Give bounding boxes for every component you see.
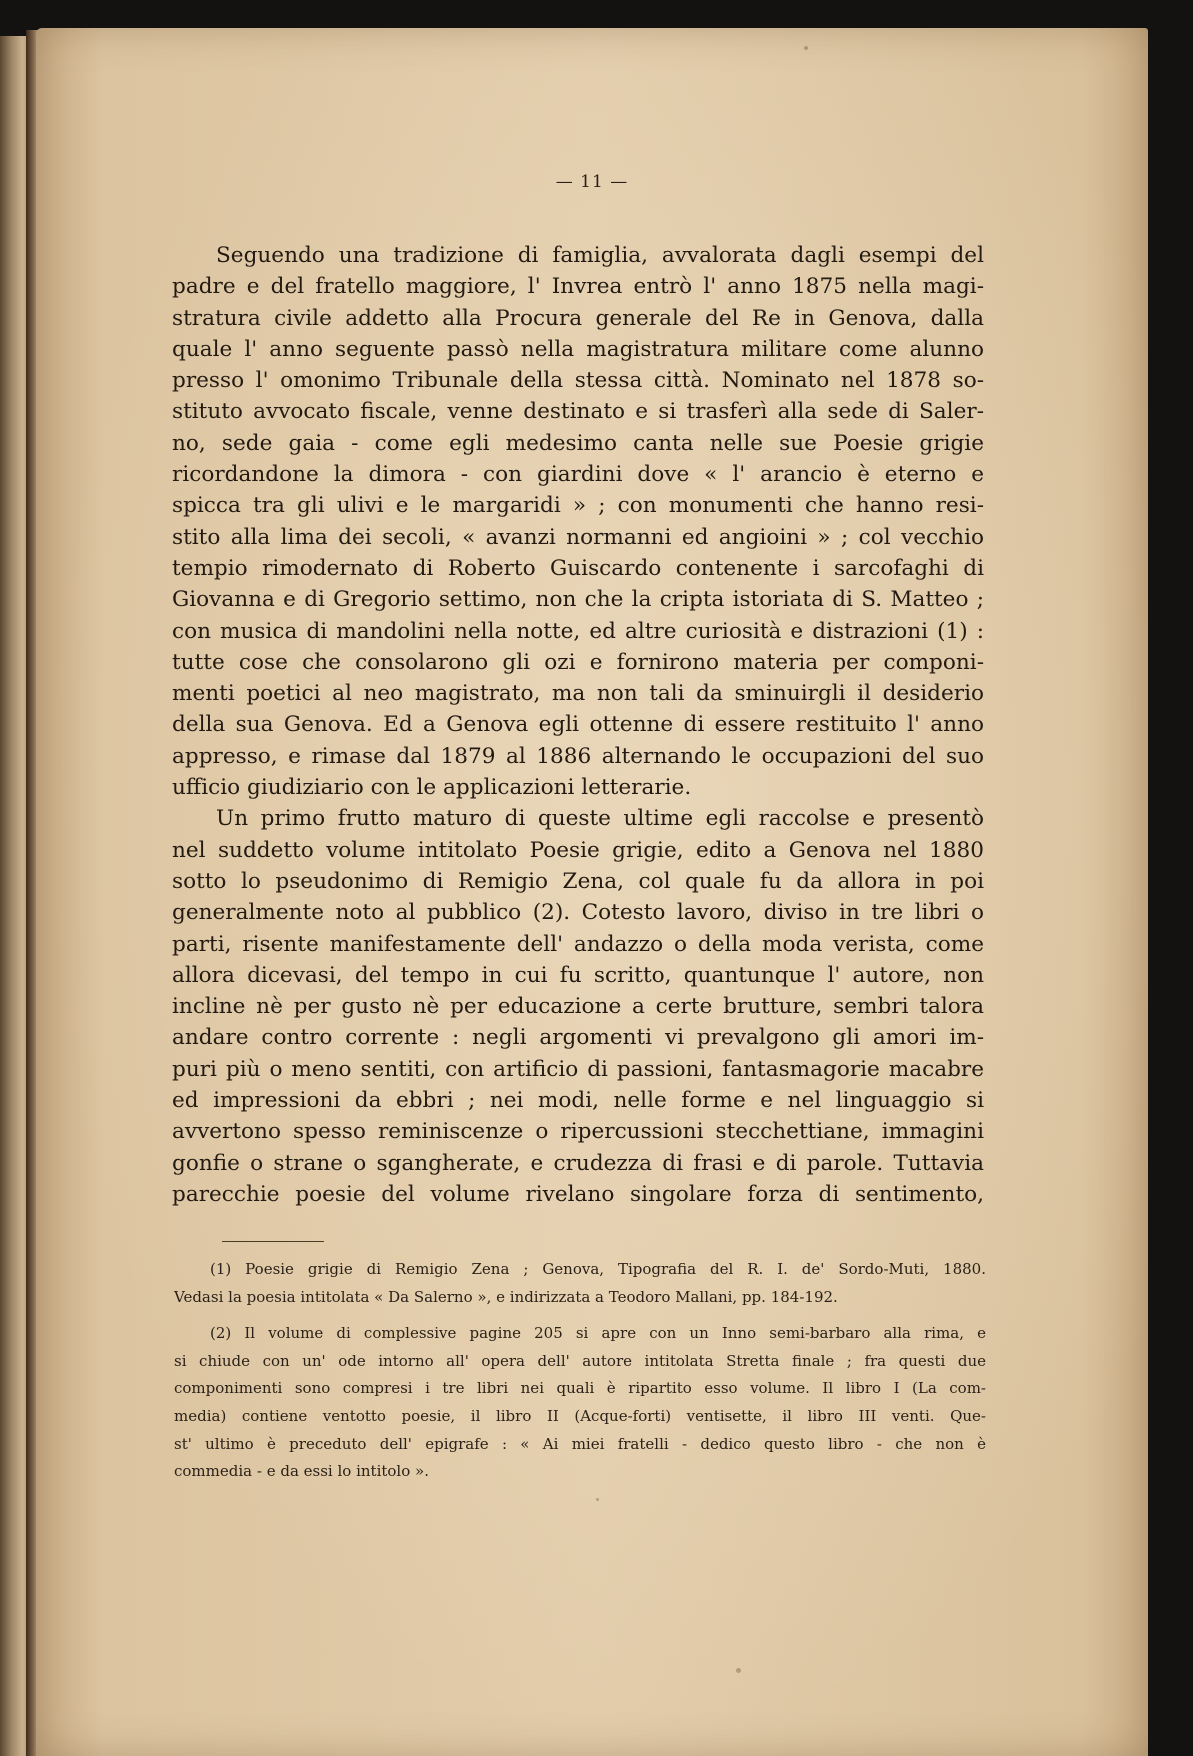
footnote-line: si chiude con un' ode intorno all' opera dell' autore intitolata Stretta finale ; fra questi due <box>174 1351 986 1370</box>
text-line: stito alla lima dei secoli, « avanzi normanni ed angioini » ; col vecchio <box>172 524 984 550</box>
footnote-line: media) contiene ventotto poesie, il libro II (Acque-forti) ventisette, il libro III venti. Que- <box>174 1406 986 1425</box>
text-line: allora dicevasi, del tempo in cui fu scritto, quantunque l' autore, non <box>172 962 984 988</box>
text-line: stratura civile addetto alla Procura generale del Re in Genova, dalla <box>172 305 984 331</box>
footnote-line: (2) Il volume di complessive pagine 205 si apre con un Inno semi-barbaro alla rima, e <box>210 1324 986 1343</box>
text-line: parti, risente manifestamente dell' andazzo o della moda verista, come <box>172 931 984 957</box>
text-line: con musica di mandolini nella notte, ed altre curiosità e distrazioni (1) : <box>172 618 984 644</box>
book-page <box>36 28 1148 1756</box>
text-line: stituto avvocato fiscale, venne destinato e si trasferì alla sede di Saler- <box>172 399 984 425</box>
footnote-line: commedia - e da essi lo intitolo ». <box>174 1462 429 1481</box>
text-line: padre e del fratello maggiore, l' Invrea entrò l' anno 1875 nella magi- <box>172 274 984 300</box>
text-line: Un primo frutto maturo di queste ultime egli raccolse e presentò <box>216 806 984 832</box>
text-line: generalmente noto al pubblico (2). Cotesto lavoro, diviso in tre libri o <box>172 900 984 926</box>
text-line: incline nè per gusto nè per educazione a certe brutture, sembri talora <box>172 994 984 1020</box>
text-line: gonfie o strane o sgangherate, e crudezza di frasi e di parole. Tuttavia <box>172 1150 984 1176</box>
footnote-line: st' ultimo è preceduto dell' epigrafe : « Ai miei fratelli - dedico questo libro - che non è <box>174 1434 986 1453</box>
text-line: tutte cose che consolarono gli ozi e fornirono materia per componi- <box>172 649 984 675</box>
page-number: — 11 — <box>555 172 629 192</box>
text-line: sotto lo pseudonimo di Remigio Zena, col quale fu da allora in poi <box>172 868 984 894</box>
text-line: spicca tra gli ulivi e le margaridi » ; con monumenti che hanno resi- <box>172 493 984 519</box>
text-line: presso l' omonimo Tribunale della stessa città. Nominato nel 1878 so- <box>172 368 984 394</box>
text-line: nel suddetto volume intitolato Poesie grigie, edito a Genova nel 1880 <box>172 837 984 863</box>
body-text <box>172 240 984 1210</box>
footnote-divider <box>222 1241 324 1242</box>
text-line: Seguendo una tradizione di famiglia, avvalorata dagli esempi del <box>216 243 984 268</box>
text-line: della sua Genova. Ed a Genova egli ottenne di essere restituito l' anno <box>172 712 984 738</box>
text-line: parecchie poesie del volume rivelano singolare forza di sentimento, <box>172 1181 984 1207</box>
footnote-line: (1) Poesie grigie di Remigio Zena ; Genova, Tipografia del R. I. de' Sordo-Muti, 1880. <box>210 1260 986 1278</box>
footnotes <box>174 1256 986 1486</box>
text-line: ufficio giudiziario con le applicazioni letterarie. <box>172 775 692 801</box>
text-line: no, sede gaia - come egli medesimo canta nelle sue Poesie grigie <box>172 430 984 456</box>
text-line: quale l' anno seguente passò nella magistratura militare come alunno <box>172 336 984 362</box>
text-line: menti poetici al neo magistrato, ma non tali da sminuirgli il desiderio <box>172 681 984 707</box>
text-line: ed impressioni da ebbri ; nei modi, nelle forme e nel linguaggio si <box>172 1088 984 1114</box>
text-line: tempio rimodernato di Roberto Guiscardo contenente i sarcofaghi di <box>172 555 984 581</box>
text-line: andare contro corrente : negli argomenti vi prevalgono gli amori im- <box>172 1025 984 1051</box>
text-line: appresso, e rimase dal 1879 al 1886 alternando le occupazioni del suo <box>172 743 984 769</box>
text-line: avvertono spesso reminiscenze o ripercussioni stecchettiane, immagini <box>172 1119 984 1145</box>
footnote-line: componimenti sono compresi i tre libri nei quali è ripartito esso volume. Il libro I (La com- <box>174 1379 986 1398</box>
text-line: Giovanna e di Gregorio settimo, non che la cripta istoriata di S. Matteo ; <box>172 587 984 613</box>
text-line: puri più o meno sentiti, con artificio di passioni, fantasmagorie macabre <box>172 1056 984 1082</box>
footnote-line: Vedasi la poesia intitolata « Da Salerno », e indirizzata a Teodoro Mallani, pp. 184-192. <box>174 1287 838 1306</box>
left-page-edge <box>0 36 28 1756</box>
text-line: ricordandone la dimora - con giardini dove « l' arancio è eterno e <box>172 462 984 488</box>
